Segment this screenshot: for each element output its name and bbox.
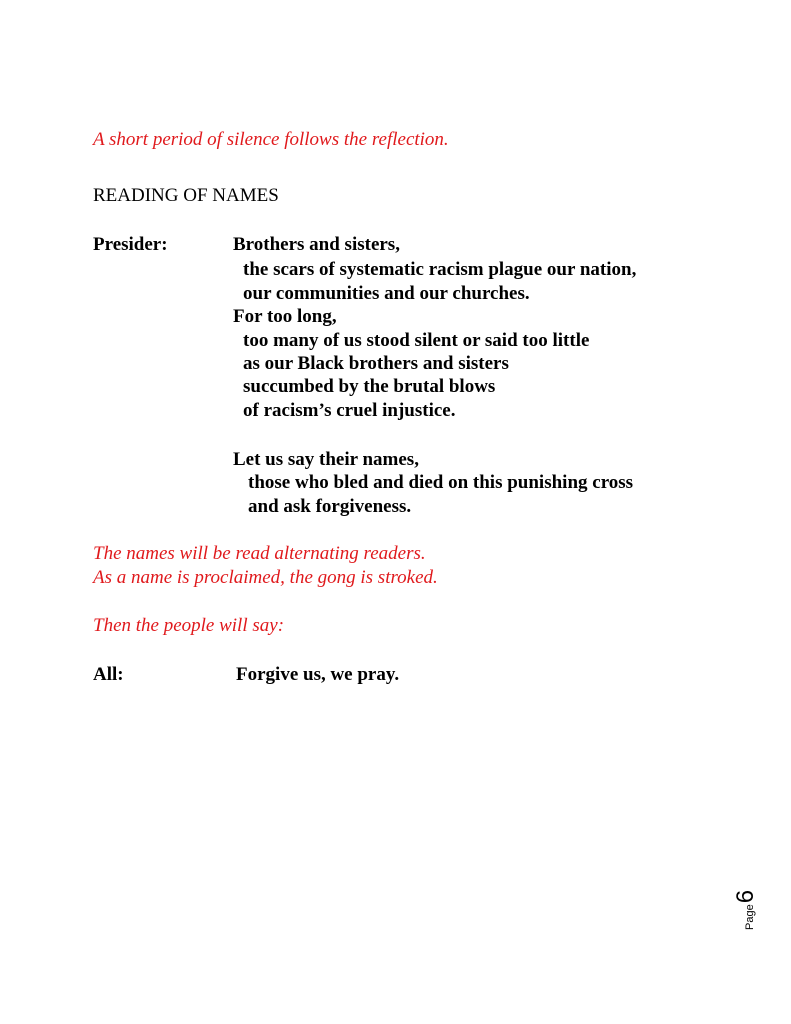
rubric-names-line: The names will be read alternating readers. (93, 543, 426, 564)
section-heading: READING OF NAMES (93, 185, 279, 206)
presider-line: our communities and our churches. (243, 283, 530, 304)
presider-line: the scars of systematic racism plague our nation, (243, 259, 637, 280)
all-response: Forgive us, we pray. (236, 664, 400, 685)
presider-label: Presider: (93, 234, 168, 255)
page-label: Page (744, 904, 756, 930)
presider-line: Let us say their names, (233, 449, 419, 470)
presider-line: and ask forgiveness. (248, 496, 412, 517)
page-number-value: 6 (732, 889, 759, 904)
presider-line: succumbed by the brutal blows (243, 376, 496, 397)
presider-line: Brothers and sisters, (233, 234, 400, 255)
presider-line: too many of us stood silent or said too little (243, 330, 590, 351)
presider-line: of racism’s cruel injustice. (243, 400, 456, 421)
presider-line: as our Black brothers and sisters (243, 353, 509, 374)
rubric-silence: A short period of silence follows the reflection. (93, 129, 449, 150)
rubric-names-line: As a name is proclaimed, the gong is stroked. (93, 567, 438, 588)
presider-line: For too long, (233, 306, 337, 327)
rubric-people: Then the people will say: (93, 615, 285, 636)
page-number (732, 870, 772, 930)
all-label: All: (93, 664, 124, 685)
presider-line: those who bled and died on this punishing cross (248, 472, 634, 493)
